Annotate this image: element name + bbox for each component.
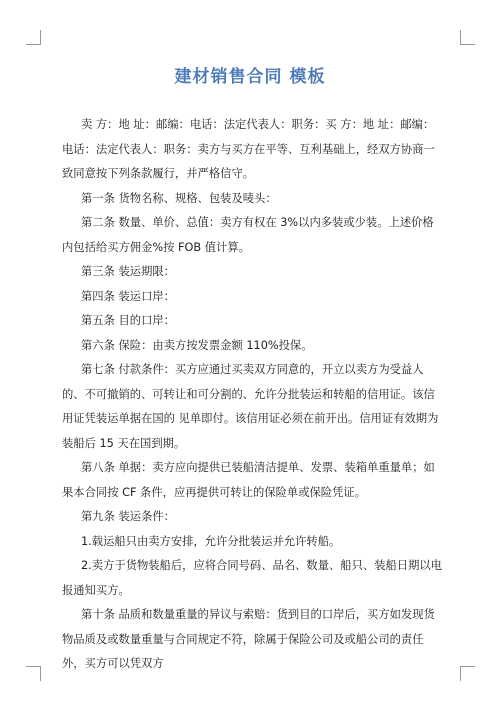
paragraph-article-8: 第八条 单据：卖方应向提供已装船清洁提单、发票、装箱单重量单；如果本合同按 CF 条件，应再提供可转让的保险单或保险凭证。 [62,461,435,499]
paragraph-shipping-1: 1.载运船只由卖方安排，允许分批装运并允许转船。 [81,534,341,548]
document-body [62,113,442,677]
paragraph-parties: 卖 方：地 址：邮编：电话：法定代表人：职务：买 方：地 址：邮编：电话：法定代表人：职务：卖方与买方在平等、互利基础上，经双方协商一致同意按下列条款履行，并严格信守。 [62,118,435,180]
paragraph-article-9: 第九条 装运条件： [81,510,175,523]
crop-mark-bottom-right [460,666,475,681]
crop-mark-top-right [460,30,475,45]
paragraph-article-7: 第七条 付款条件：买方应通过买卖双方同意的，开立以卖方为受益人的、不可撤销的、可转让和可分割的、允许分批装运和转船的信用证。该信用证凭装运单据在国的 见单即付。该信用证必须在前开出。信用证有效期为装船后 15 天在国到期。 [62,363,439,450]
paragraph-article-5: 第五条 目的口岸： [81,314,175,327]
paragraph-article-1: 第一条 货物名称、规格、包装及唛头： [81,191,277,205]
crop-mark-top-left [26,30,41,45]
paragraph-article-6: 第六条 保险：由卖方按发票金额 110%投保。 [81,338,313,352]
paragraph-shipping-2: 2.卖方于货物装船后，应将合同号码、品名、数量、船只、装船日期以电报通知买方。 [62,559,442,597]
paragraph-article-2: 第二条 数量、单价、总值：卖方有权在 3%以内多装或少装。上述价格内包括给买方佣金%按 FOB 值计算。 [62,216,434,254]
paragraph-article-10: 第十条 品质和数量重量的异议与索赔：货到目的口岸后，买方如发现货物品质及或数量重量与合同规定不符，除属于保险公司及或船公司的责任外，买方可以凭双方 [62,608,435,670]
document-title: 建材销售合同 模板 [174,67,326,87]
crop-mark-bottom-left [26,666,41,681]
paragraph-article-3: 第三条 装运期限： [81,265,175,278]
paragraph-article-4: 第四条 装运口岸： [81,289,175,303]
